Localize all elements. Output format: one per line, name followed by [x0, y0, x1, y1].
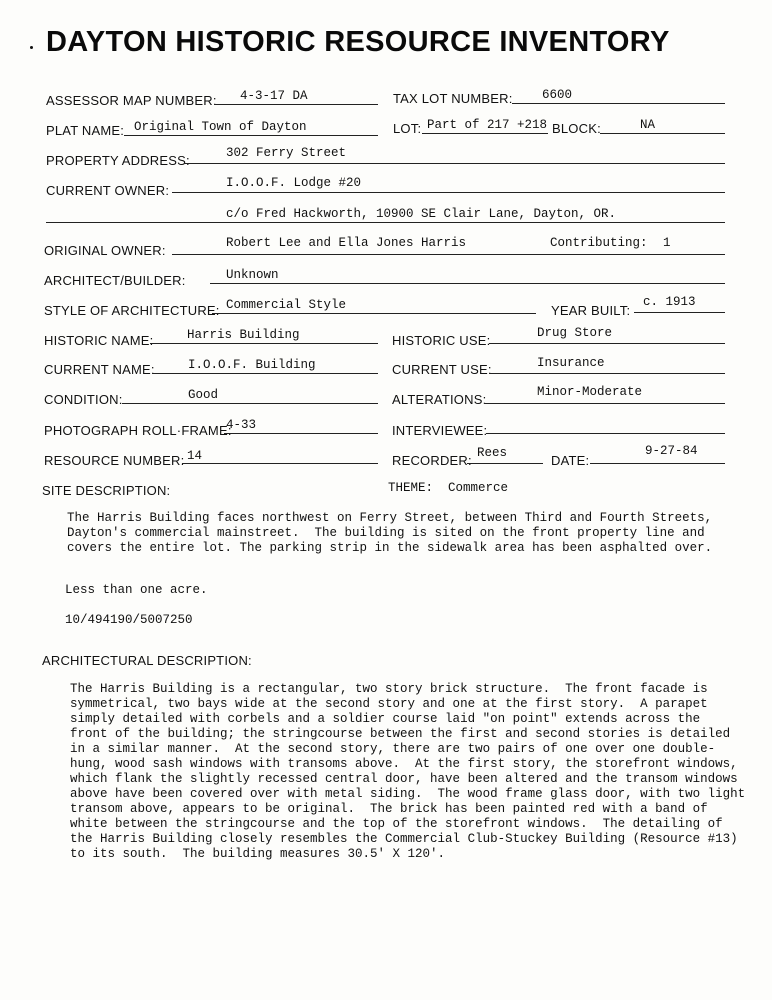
date-line [590, 463, 725, 464]
current-owner-address-line [46, 222, 725, 223]
page-title: DAYTON HISTORIC RESOURCE INVENTORY [46, 26, 670, 58]
year-built-label: YEAR BUILT: [551, 303, 631, 318]
photograph-roll-frame-label: PHOTOGRAPH ROLL·FRAME: [44, 423, 232, 438]
lot-label: LOT: [393, 121, 422, 136]
plat-name-value: Original Town of Dayton [134, 120, 307, 134]
acreage-text: Less than one acre. [65, 583, 208, 597]
condition-label: CONDITION: [44, 392, 123, 407]
property-address-line [184, 163, 725, 164]
condition-value: Good [188, 388, 219, 402]
assessor-map-number-value: 4-3-17 DA [240, 89, 308, 103]
style-of-architecture-label: STYLE OF ARCHITECTURE: [44, 303, 220, 318]
interviewee-line [486, 433, 725, 434]
current-owner-label: CURRENT OWNER: [46, 183, 170, 198]
resource-number-label: RESOURCE NUMBER: [44, 453, 185, 468]
utm-reference: 10/494190/5007250 [65, 613, 193, 627]
alterations-label: ALTERATIONS: [392, 392, 487, 407]
architectural-description-paragraph: The Harris Building is a rectangular, two story brick structure. The front facade is symmetrical, two bays wide at the second story and one at the first story. A parapet simply detailed with corbels and a soldier course laid "on point" extends across the front of the building; the stringcourse between the first and second stories is detailed in a similar manner. At the second story, there are two pairs of one over one double- hung, wood sash windows with transoms above. At the first story, the storefront windows, which flank the slightly recessed central door, have been altered and the transom windows above have been covered over with metal siding. The wood frame glass door, with two light transom above, appears to be original. The brick has been painted red with a band of white between the stringcourse and the top of the storefront windows. The detailing of the Harris Building closely resembles the Commercial Club-Stuckey Building (Resource #13) to its south. The building measures 30.5' X 120'. [70, 682, 746, 861]
current-owner-address-value: c/o Fred Hackworth, 10900 SE Clair Lane, Dayton, OR. [226, 207, 617, 221]
property-address-label: PROPERTY ADDRESS: [46, 153, 190, 168]
block-line [600, 133, 725, 134]
architectural-description-label: ARCHITECTURAL DESCRIPTION: [42, 653, 252, 668]
current-use-label: CURRENT USE: [392, 362, 492, 377]
photograph-roll-frame-value: 4-33 [226, 418, 257, 432]
current-owner-line [172, 192, 725, 193]
historic-name-value: Harris Building [187, 328, 300, 342]
current-use-line [489, 373, 725, 374]
architect-builder-label: ARCHITECT/BUILDER: [44, 273, 186, 288]
current-owner-value: I.O.O.F. Lodge #20 [226, 176, 362, 190]
historic-use-value: Drug Store [537, 326, 613, 340]
tax-lot-number-line [512, 103, 725, 104]
property-address-value: 302 Ferry Street [226, 146, 347, 160]
lot-value: Part of 217 +218 [427, 118, 548, 132]
historic-use-label: HISTORIC USE: [392, 333, 491, 348]
lot-line [422, 133, 548, 134]
tax-lot-number-label: TAX LOT NUMBER: [393, 91, 513, 106]
historic-name-label: HISTORIC NAME: [44, 333, 154, 348]
alterations-value: Minor-Moderate [537, 385, 643, 399]
block-value: NA [640, 118, 656, 132]
contributing-label: Contributing: [550, 236, 648, 250]
style-of-architecture-line [212, 313, 536, 314]
original-owner-label: ORIGINAL OWNER: [44, 243, 166, 258]
site-description-label: SITE DESCRIPTION: [42, 483, 171, 498]
date-label: DATE: [551, 453, 590, 468]
recorder-value: Rees [477, 446, 508, 460]
assessor-map-number-line [214, 104, 378, 105]
plat-name-line [124, 135, 378, 136]
recorder-label: RECORDER: [392, 453, 472, 468]
original-owner-line [172, 254, 725, 255]
current-use-value: Insurance [537, 356, 605, 370]
plat-name-label: PLAT NAME: [46, 123, 125, 138]
current-name-value: I.O.O.F. Building [188, 358, 316, 372]
historic-use-line [489, 343, 725, 344]
resource-number-value: 14 [187, 449, 203, 463]
current-name-label: CURRENT NAME: [44, 362, 155, 377]
theme-value: Commerce [448, 481, 509, 495]
date-value: 9-27-84 [645, 444, 698, 458]
resource-number-line [182, 463, 378, 464]
architect-builder-value: Unknown [226, 268, 279, 282]
tax-lot-number-value: 6600 [542, 88, 573, 102]
condition-line [122, 403, 378, 404]
photograph-roll-frame-line [224, 433, 378, 434]
assessor-map-number-label: ASSESSOR MAP NUMBER: [46, 93, 217, 108]
interviewee-label: INTERVIEWEE: [392, 423, 488, 438]
historic-name-line [150, 343, 378, 344]
style-of-architecture-value: Commercial Style [226, 298, 347, 312]
year-built-line [634, 312, 725, 313]
year-built-value: c. 1913 [643, 295, 696, 309]
block-label: BLOCK: [552, 121, 601, 136]
recorder-line [467, 463, 543, 464]
theme-label: THEME: [388, 481, 434, 495]
original-owner-value: Robert Lee and Ella Jones Harris [226, 236, 467, 250]
contributing-value: 1 [663, 236, 671, 250]
current-name-line [152, 373, 378, 374]
architect-builder-line [210, 283, 725, 284]
speck-mark [30, 46, 33, 49]
site-description-paragraph: The Harris Building faces northwest on Ferry Street, between Third and Fourth Streets, Dayton's commercial mainstreet. The building is sited on the front property line and covers the entire lot. The parking strip in the sidewalk area has been asphalted over. [67, 511, 713, 555]
alterations-line [484, 403, 725, 404]
